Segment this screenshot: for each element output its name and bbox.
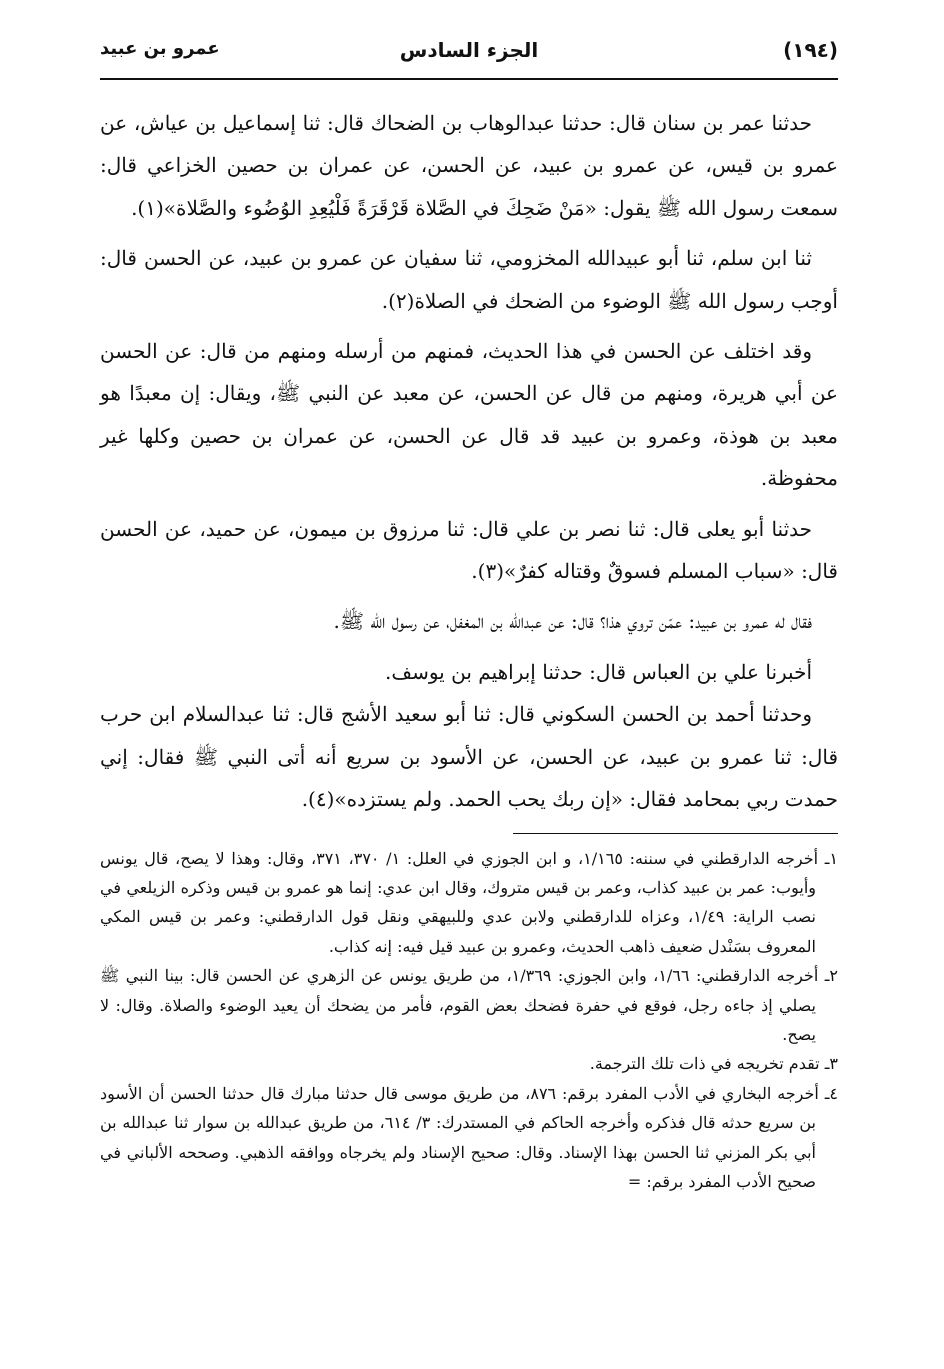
page-header — [100, 30, 838, 80]
footnote: ٤ـ أخرجه البخاري في الأدب المفرد برقم: ٨٧٦، من طريق موسى قال حدثنا مبارك قال حدثنا الحسن أن الأسود بن سريع حدثه قال فذكره وأخرجه الحاكم في المستدرك: ٣/ ٦١٤، من طريق عبدالله بن سوار ثنا عبدالله بن أبي بكر المزني ثنا الحسن بهذا الإسناد. وقال: صحيح الإسناد ولم يخرجاه ووافقه الذهبي. وصححه الألباني في صحيح الأدب المفرد برقم: = — [100, 1083, 838, 1191]
paragraph: فقال له عمرو بن عبيد: عمّن تروي هذا؟ قال: عن عبدالله بن المغفل، عن رسول الله ﷺ. — [333, 609, 812, 634]
paragraph: أخبرنا علي بن العباس قال: حدثنا إبراهيم بن يوسف. — [385, 659, 812, 684]
footnote: ٢ـ أخرجه الدارقطني: ١/٦٦، وابن الجوزي: ١/٣٦٩، من طريق يونس عن الزهري عن الحسن قال: بينا النبي ﷺ يصلي إذ جاءه رجل، فوقع في حفرة فضحك بعض القوم، فأمر من يضحك أن يعيد الوضوء والصلاة. وقال: لا يصح. — [100, 966, 839, 1044]
section-name: عمرو بن عبيد — [100, 38, 220, 59]
paragraph: ثنا ابن سلم، ثنا أبو عبيدالله المخزومي، ثنا سفيان عن عمرو بن عبيد، عن الحسن قال: أوجب رسول الله ﷺ الوضوء من الضحك في الصلاة(٢). — [100, 246, 838, 313]
main-text — [100, 102, 838, 821]
paragraph: وحدثنا أحمد بن الحسن السكوني قال: ثنا أبو سعيد الأشج قال: ثنا عبدالسلام ابن حرب قال: ثنا عمرو بن عبيد، عن الحسن، عن الأسود بن سريع أنه أتى النبي ﷺ فقال: إني حمدت ربي بمحامد فقال: «إن ربك يحب الحمد. ولم يستزده»(٤). — [100, 702, 838, 812]
paragraph: وقد اختلف عن الحسن في هذا الحديث، فمنهم من أرسله ومنهم من قال: عن الحسن عن أبي هريرة، ومنهم من قال عن الحسن، عن معبد عن النبي ﷺ، ويقال: إن معبدًا هو معبد بن هوذة، وعمرو بن عبيد قد قال عن الحسن، عن عمران بن حصين وكلها غير محفوظة. — [100, 339, 838, 491]
footnote-divider — [513, 833, 838, 834]
paragraph: حدثنا أبو يعلى قال: ثنا نصر بن علي قال: ثنا مرزوق بن ميمون، عن حميد، عن الحسن قال: «سباب المسلم فسوقٌ وقتاله كفرٌ»(٣). — [100, 516, 838, 584]
footnotes — [100, 844, 838, 1197]
paragraph: حدثنا عمر بن سنان قال: حدثنا عبدالوهاب بن الضحاك قال: ثنا إسماعيل بن عياش، عن عمرو بن قيس، عن عمرو بن عبيد، عن الحسن، عن عمران بن حصين الخزاعي قال: سمعت رسول الله ﷺ يقول: «مَنْ ضَحِكَ في الصَّلاة قَرْقَرَةً فَلْيُعِدِ الوُضُوء والصَّلاة»(١). — [100, 111, 838, 220]
page-number: (١٩٤) — [783, 38, 838, 62]
footnote: ١ـ أخرجه الدارقطني في سننه: ١/١٦٥، و ابن الجوزي في العلل: ١/ ٣٧٠، ٣٧١، وقال: وهذا لا يصح، قال يونس وأيوب: عمر بن عبيد كذاب، وعمر بن قيس متروك، وقال ابن عدي: إنما هو عمرو بن قيس وذكره الزيلعي في نصب الراية: ١/٤٩، وعزاه للدارقطني ولابن عدي وللبيهقي ونقل قول الدارقطني: وعمر بن قيس المكي المعروف بسَنْدل ضعيف ذاهب الحديث، وعمرو بن عبيد قيل فيه: إنه كذاب. — [100, 848, 839, 956]
footnote: ٣ـ تقدم تخريجه في ذات تلك الترجمة. — [589, 1054, 838, 1074]
volume-title: الجزء السادس — [399, 38, 539, 62]
